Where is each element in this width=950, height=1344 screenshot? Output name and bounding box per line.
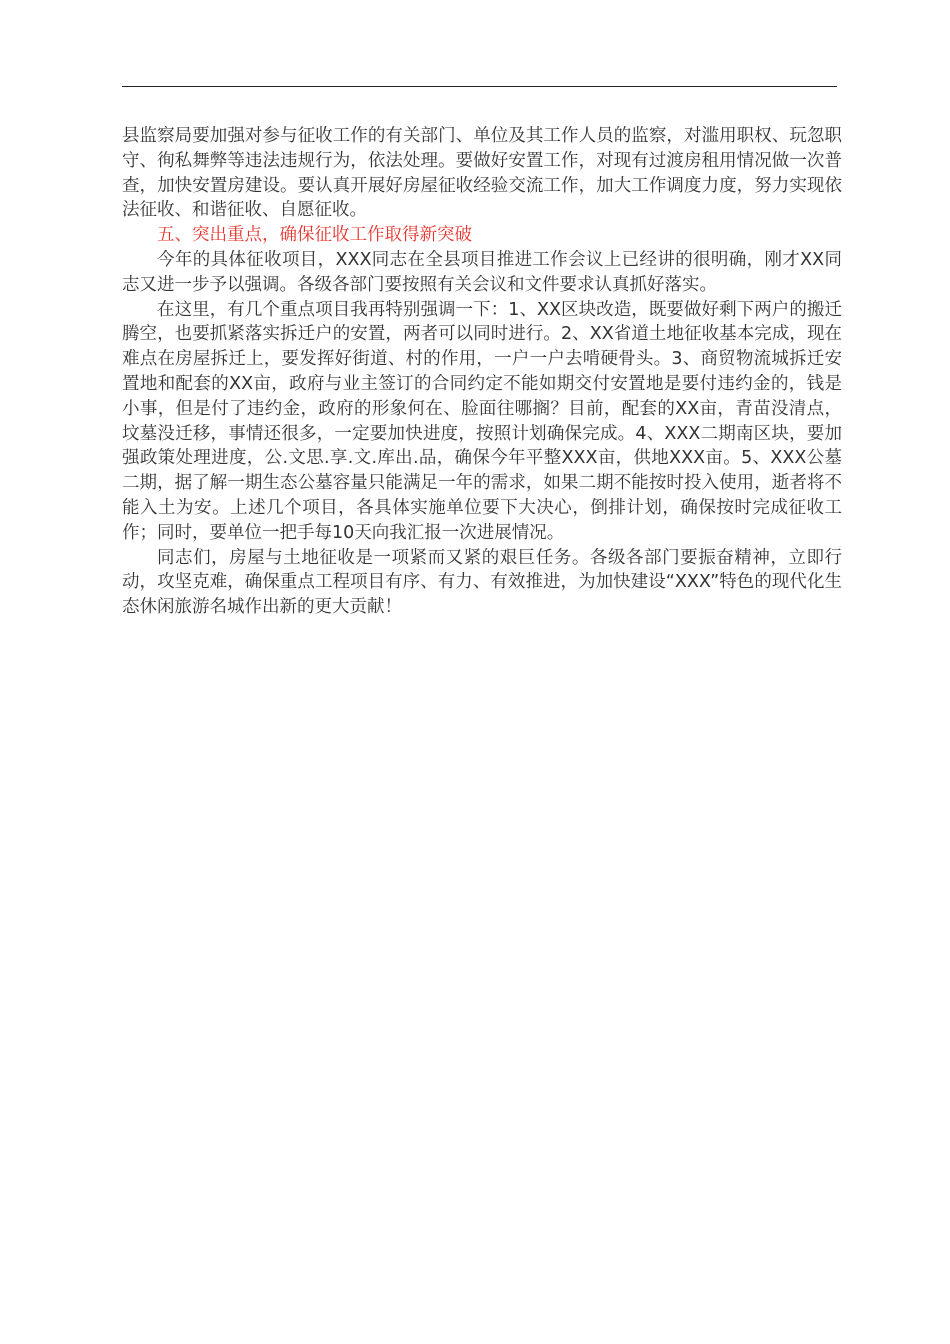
paragraph-key-projects: 在这里，有几个重点项目我再特别强调一下：1、XX区块改造，既要做好剩下两户的搬迁腾空，也要抓紧落实拆迁户的安置，两者可以同时进行。2、XX省道土地征收基本完成，现在难点在房屋拆迁上，要发挥好街道、村的作用，一户一户去啃硬骨头。3、商贸物流城拆迁安置地和配套的XX亩，政府与业主签订的合同约定不能如期交付安置地是要付违约金的，钱是小事，但是付了违约金，政府的形象何在、脸面往哪搁？目前，配套的XX亩，青苗没清点，坟墓没迁移，事情还很多，一定要加快进度，按照计划确保完成。4、XXX二期南区块，要加强政策处理进度，公.文思.享.文.库出.品，确保今年平整XXX亩，供地XXX亩。5、XXX公墓二期，据了解一期生态公墓容量只能满足一年的需求，如果二期不能按时投入使用，逝者将不能入土为安。上述几个项目，各具体实施单位要下大决心，倒排计划，确保按时完成征收工作；同时，要单位一把手每10天向我汇报一次进展情况。 [122, 299, 842, 543]
document-body [122, 124, 842, 620]
section-heading-five: 五、突出重点，确保征收工作取得新突破 [157, 225, 472, 246]
paragraph-closing: 同志们，房屋与土地征收是一项紧而又紧的艰巨任务。各级各部门要振奋精神，立即行动，攻坚克难，确保重点工程项目有序、有力、有效推进，为加快建设“XXX”特色的现代化生态休闲旅游名城作出新的更大贡献！ [122, 547, 842, 618]
header-rule [122, 86, 837, 87]
paragraph-projects-intro: 今年的具体征收项目，XXX同志在全县项目推进工作会议上已经讲的很明确，刚才XX同志又进一步予以强调。各级各部门要按照有关会议和文件要求认真抓好落实。 [122, 249, 842, 295]
paragraph-supervision: 县监察局要加强对参与征收工作的有关部门、单位及其工作人员的监察，对滥用职权、玩忽职守、徇私舞弊等违法违规行为，依法处理。要做好安置工作，对现有过渡房租用情况做一次普查，加快安置房建设。要认真开展好房屋征收经验交流工作，加大工作调度力度，努力实现依法征收、和谐征收、自愿征收。 [122, 126, 842, 221]
